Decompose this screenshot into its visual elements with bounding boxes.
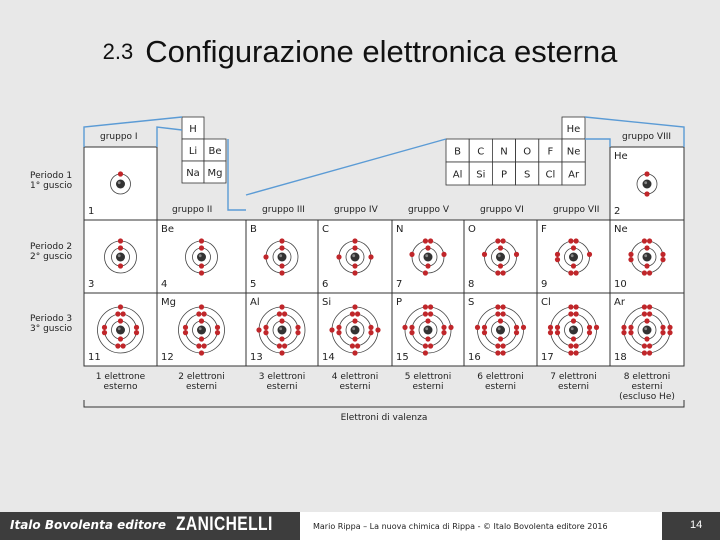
electron: [183, 330, 188, 335]
atomic-number-10: 10: [614, 279, 627, 290]
group-label-7: gruppo VII: [553, 205, 600, 215]
element-symbol-14: Si: [322, 297, 332, 308]
electron: [644, 171, 649, 176]
electron: [642, 270, 647, 275]
electron: [215, 325, 220, 330]
electron: [571, 263, 576, 268]
atomic-number-3: 3: [88, 279, 95, 290]
mini-symbol: Mg: [207, 168, 223, 179]
electron: [134, 330, 139, 335]
valence-label-4: 4 elettroni esterni: [331, 372, 379, 392]
atomic-number-6: 6: [322, 279, 329, 290]
electron: [568, 238, 573, 243]
electron: [514, 325, 519, 330]
element-symbol-18: Ar: [614, 297, 625, 308]
electron: [352, 270, 357, 275]
electron: [196, 311, 201, 316]
electron: [571, 336, 576, 341]
nucleus: [643, 180, 652, 189]
electron: [495, 350, 500, 355]
electron: [587, 330, 592, 335]
electron: [568, 350, 573, 355]
electron: [644, 245, 649, 250]
electron: [282, 311, 287, 316]
electron: [279, 318, 284, 323]
group-label-1: gruppo I: [100, 132, 138, 142]
electron: [647, 238, 652, 243]
electron: [118, 304, 123, 309]
element-symbol-12: Mg: [161, 297, 176, 308]
electron: [647, 350, 652, 355]
electron: [501, 238, 506, 243]
electron: [409, 325, 414, 330]
valence-label-1: 1 elettrone esterno: [95, 372, 146, 392]
valence-axis-label: Elettroni di valenza: [340, 413, 428, 423]
atomic-number-15: 15: [396, 352, 409, 363]
mini-symbol: Ar: [568, 169, 580, 181]
electron: [571, 245, 576, 250]
electron: [102, 330, 107, 335]
electron: [660, 325, 665, 330]
element-symbol-5: B: [250, 224, 257, 235]
mini-symbol: Be: [208, 146, 222, 157]
atomic-number-9: 9: [541, 279, 548, 290]
nucleus: [496, 326, 505, 335]
nucleus: [643, 253, 652, 262]
electron: [667, 325, 672, 330]
nucleus: [424, 253, 433, 262]
mini-symbol: Al: [452, 169, 463, 181]
mini-symbol: P: [500, 169, 508, 181]
electron: [279, 263, 284, 268]
atomic-number-7: 7: [396, 279, 403, 290]
electron: [441, 330, 446, 335]
mini-symbol: He: [566, 124, 581, 135]
electron: [336, 325, 341, 330]
title-text: Configurazione elettronica esterna: [145, 34, 618, 69]
electron: [660, 252, 665, 257]
valence-label-8: 8 elettroni esterni (escluso He): [619, 372, 675, 402]
nucleus-shine: [498, 327, 501, 330]
atomic-number-13: 13: [250, 352, 263, 363]
electron: [621, 330, 626, 335]
electron: [642, 350, 647, 355]
electron: [199, 245, 204, 250]
atomic-number-16: 16: [468, 352, 481, 363]
nucleus: [197, 326, 206, 335]
credit-text: Mario Rippa – La nuova chimica di Rippa - © Italo Bovolenta editore 2016: [313, 522, 608, 531]
electron: [183, 325, 188, 330]
electron: [642, 343, 647, 348]
electron: [263, 254, 268, 259]
electron: [423, 304, 428, 309]
mini-symbol: H: [189, 124, 197, 135]
mini-symbol: Ne: [566, 146, 581, 158]
nucleus: [569, 326, 578, 335]
electron: [568, 311, 573, 316]
group-label-3: gruppo III: [262, 205, 305, 215]
electron: [628, 330, 633, 335]
electron: [647, 311, 652, 316]
electron: [647, 343, 652, 348]
nucleus-shine: [425, 254, 428, 257]
electron: [521, 325, 526, 330]
element-symbol-13: Al: [250, 297, 260, 308]
atomic-number-17: 17: [541, 352, 554, 363]
electron: [350, 343, 355, 348]
nucleus-shine: [352, 327, 355, 330]
electron: [409, 330, 414, 335]
nucleus-shine: [498, 254, 501, 257]
electron: [134, 325, 139, 330]
element-symbol-8: O: [468, 224, 476, 235]
nucleus-shine: [199, 254, 202, 257]
element-symbol-9: F: [541, 224, 547, 235]
electron: [375, 327, 380, 332]
element-symbol-7: N: [396, 224, 404, 235]
electron: [498, 245, 503, 250]
element-symbol-6: C: [322, 224, 329, 235]
frame-line: [246, 139, 446, 195]
electron: [647, 304, 652, 309]
element-symbol-15: P: [396, 297, 403, 308]
group-label-5: gruppo V: [408, 205, 450, 215]
electron: [199, 304, 204, 309]
electron: [336, 330, 341, 335]
nucleus-shine: [118, 181, 121, 184]
electron: [282, 343, 287, 348]
atomic-number-1: 1: [88, 206, 95, 217]
electron: [118, 318, 123, 323]
electron: [482, 330, 487, 335]
mini-symbol: Cl: [545, 169, 556, 181]
electron: [279, 304, 284, 309]
electron: [574, 350, 579, 355]
electron: [628, 325, 633, 330]
element-symbol-16: S: [468, 297, 475, 308]
electron: [352, 245, 357, 250]
electron: [199, 350, 204, 355]
electron: [428, 311, 433, 316]
electron: [644, 318, 649, 323]
element-symbol-4: Be: [161, 224, 175, 235]
mini-symbol: N: [500, 146, 508, 158]
electron: [495, 304, 500, 309]
electron: [660, 330, 665, 335]
atomic-number-12: 12: [161, 352, 174, 363]
electron: [118, 238, 123, 243]
mini-symbol: F: [547, 146, 554, 158]
electron: [277, 311, 282, 316]
electron: [256, 327, 261, 332]
electron: [368, 325, 373, 330]
electron: [425, 263, 430, 268]
electron: [501, 350, 506, 355]
electron: [514, 252, 519, 257]
nucleus-shine: [644, 181, 647, 184]
nucleus: [197, 253, 206, 262]
electron: [118, 336, 123, 341]
nucleus-shine: [644, 327, 647, 330]
electron: [121, 343, 126, 348]
electron: [352, 238, 357, 243]
electron: [501, 270, 506, 275]
electron: [336, 254, 341, 259]
electron: [555, 252, 560, 257]
valence-label-2: 2 elettroni esterni: [178, 372, 225, 392]
nucleus: [424, 326, 433, 335]
nucleus-shine: [199, 327, 202, 330]
electron: [102, 325, 107, 330]
valence-axis: [84, 400, 684, 407]
nucleus-shine: [118, 327, 121, 330]
electron: [199, 238, 204, 243]
mini-symbol: O: [523, 146, 532, 158]
nucleus: [351, 253, 360, 262]
valence-label-6: 6 elettroni esterni: [477, 372, 524, 392]
electron: [118, 171, 123, 176]
electron: [118, 245, 123, 250]
section-number: 2.3: [102, 39, 134, 64]
electron: [428, 304, 433, 309]
electron: [498, 336, 503, 341]
electron: [352, 350, 357, 355]
electron: [425, 336, 430, 341]
nucleus-shine: [644, 254, 647, 257]
electron: [279, 270, 284, 275]
electron: [263, 325, 268, 330]
electron: [115, 343, 120, 348]
electron: [425, 245, 430, 250]
nucleus: [278, 326, 287, 335]
frame-line: [228, 139, 246, 210]
nucleus: [116, 326, 125, 335]
electron: [202, 343, 207, 348]
frame-line: [585, 139, 610, 147]
period-label-1: Periodo 1 1° guscio: [30, 171, 73, 191]
electron: [448, 325, 453, 330]
electron: [647, 270, 652, 275]
electron: [277, 343, 282, 348]
electron: [423, 350, 428, 355]
electron: [428, 343, 433, 348]
electron: [368, 254, 373, 259]
atomic-number-2: 2: [614, 206, 621, 217]
nucleus: [278, 253, 287, 262]
electron: [495, 343, 500, 348]
electron: [482, 252, 487, 257]
electron: [279, 350, 284, 355]
electron: [574, 270, 579, 275]
nucleus-shine: [279, 327, 282, 330]
electron: [423, 270, 428, 275]
nucleus-shine: [571, 254, 574, 257]
electron: [501, 311, 506, 316]
electron: [115, 311, 120, 316]
electron: [329, 327, 334, 332]
nucleus: [351, 326, 360, 335]
electron: [587, 252, 592, 257]
electron: [196, 343, 201, 348]
mini-symbol: C: [477, 146, 485, 158]
electron: [199, 270, 204, 275]
electron: [555, 330, 560, 335]
electron: [495, 270, 500, 275]
electron: [642, 238, 647, 243]
electron: [548, 325, 553, 330]
electron: [279, 245, 284, 250]
electron: [279, 336, 284, 341]
group-label-6: gruppo VI: [480, 205, 524, 215]
electron: [409, 252, 414, 257]
electron: [642, 304, 647, 309]
brand-logo: ZANICHELLI: [176, 514, 273, 535]
atomic-number-8: 8: [468, 279, 475, 290]
electron: [568, 304, 573, 309]
publisher-logo: Italo Bovolenta editore: [10, 518, 166, 532]
electron: [482, 325, 487, 330]
electron: [495, 238, 500, 243]
electron: [355, 343, 360, 348]
nucleus-shine: [118, 254, 121, 257]
electron: [621, 325, 626, 330]
nucleus: [496, 253, 505, 262]
electron: [574, 343, 579, 348]
electron: [423, 311, 428, 316]
element-symbol-2: He: [614, 151, 628, 162]
electron: [571, 318, 576, 323]
electron: [555, 325, 560, 330]
electron: [423, 343, 428, 348]
electron: [118, 263, 123, 268]
electron: [587, 325, 592, 330]
nucleus-shine: [571, 327, 574, 330]
electron: [428, 238, 433, 243]
nucleus: [643, 326, 652, 335]
valence-label-5: 5 elettroni esterni: [404, 372, 452, 392]
electron: [423, 238, 428, 243]
electron: [660, 257, 665, 262]
electron: [263, 330, 268, 335]
element-symbol-17: Cl: [541, 297, 551, 308]
group-label-2: gruppo II: [172, 205, 213, 215]
valence-label-7: 7 elettroni esterni: [550, 372, 597, 392]
mini-symbol: S: [524, 169, 531, 181]
electron: [295, 330, 300, 335]
electron: [555, 257, 560, 262]
electron: [501, 304, 506, 309]
electron: [352, 336, 357, 341]
atomic-number-4: 4: [161, 279, 168, 290]
electron: [352, 318, 357, 323]
mini-symbol: Li: [188, 146, 198, 157]
atomic-number-5: 5: [250, 279, 257, 290]
electron: [498, 263, 503, 268]
electron: [642, 311, 647, 316]
electron: [215, 330, 220, 335]
electron: [548, 330, 553, 335]
electron: [441, 325, 446, 330]
nucleus: [116, 253, 125, 262]
nucleus-shine: [425, 327, 428, 330]
electron: [425, 318, 430, 323]
period-label-2: Periodo 2 2° guscio: [30, 242, 73, 262]
electron: [475, 325, 480, 330]
electron: [644, 336, 649, 341]
electron: [501, 343, 506, 348]
atomic-number-18: 18: [614, 352, 627, 363]
nucleus: [569, 253, 578, 262]
electron: [202, 311, 207, 316]
group-label-4: gruppo IV: [334, 205, 378, 215]
electron: [279, 238, 284, 243]
electron: [355, 311, 360, 316]
electron: [199, 263, 204, 268]
atomic-number-14: 14: [322, 352, 335, 363]
valence-label-3: 3 elettroni esterni: [258, 372, 306, 392]
electron: [644, 191, 649, 196]
nucleus: [116, 180, 125, 189]
electron: [350, 311, 355, 316]
electron: [368, 330, 373, 335]
electron: [441, 252, 446, 257]
page-number: 14: [690, 519, 703, 531]
electron: [574, 311, 579, 316]
electron: [667, 330, 672, 335]
electron: [628, 252, 633, 257]
electron: [594, 325, 599, 330]
electron: [199, 336, 204, 341]
electron: [568, 270, 573, 275]
element-symbol-10: Ne: [614, 224, 628, 235]
mini-symbol: Si: [476, 169, 486, 181]
mini-symbol: Na: [186, 168, 200, 179]
electron: [574, 304, 579, 309]
nucleus-shine: [352, 254, 355, 257]
electron: [402, 325, 407, 330]
period-label-3: Periodo 3 3° guscio: [30, 314, 73, 334]
electron: [295, 325, 300, 330]
electron: [121, 311, 126, 316]
atomic-number-11: 11: [88, 352, 101, 363]
group-label-8: gruppo VIII: [622, 132, 672, 142]
mini-symbol: B: [454, 146, 462, 158]
electron: [568, 343, 573, 348]
electron: [498, 318, 503, 323]
electron: [574, 238, 579, 243]
electron: [495, 311, 500, 316]
electron: [352, 304, 357, 309]
electron: [628, 257, 633, 262]
electron: [199, 318, 204, 323]
nucleus-shine: [279, 254, 282, 257]
frame-line: [157, 127, 182, 147]
electron: [644, 263, 649, 268]
electron: [514, 330, 519, 335]
electron: [352, 263, 357, 268]
